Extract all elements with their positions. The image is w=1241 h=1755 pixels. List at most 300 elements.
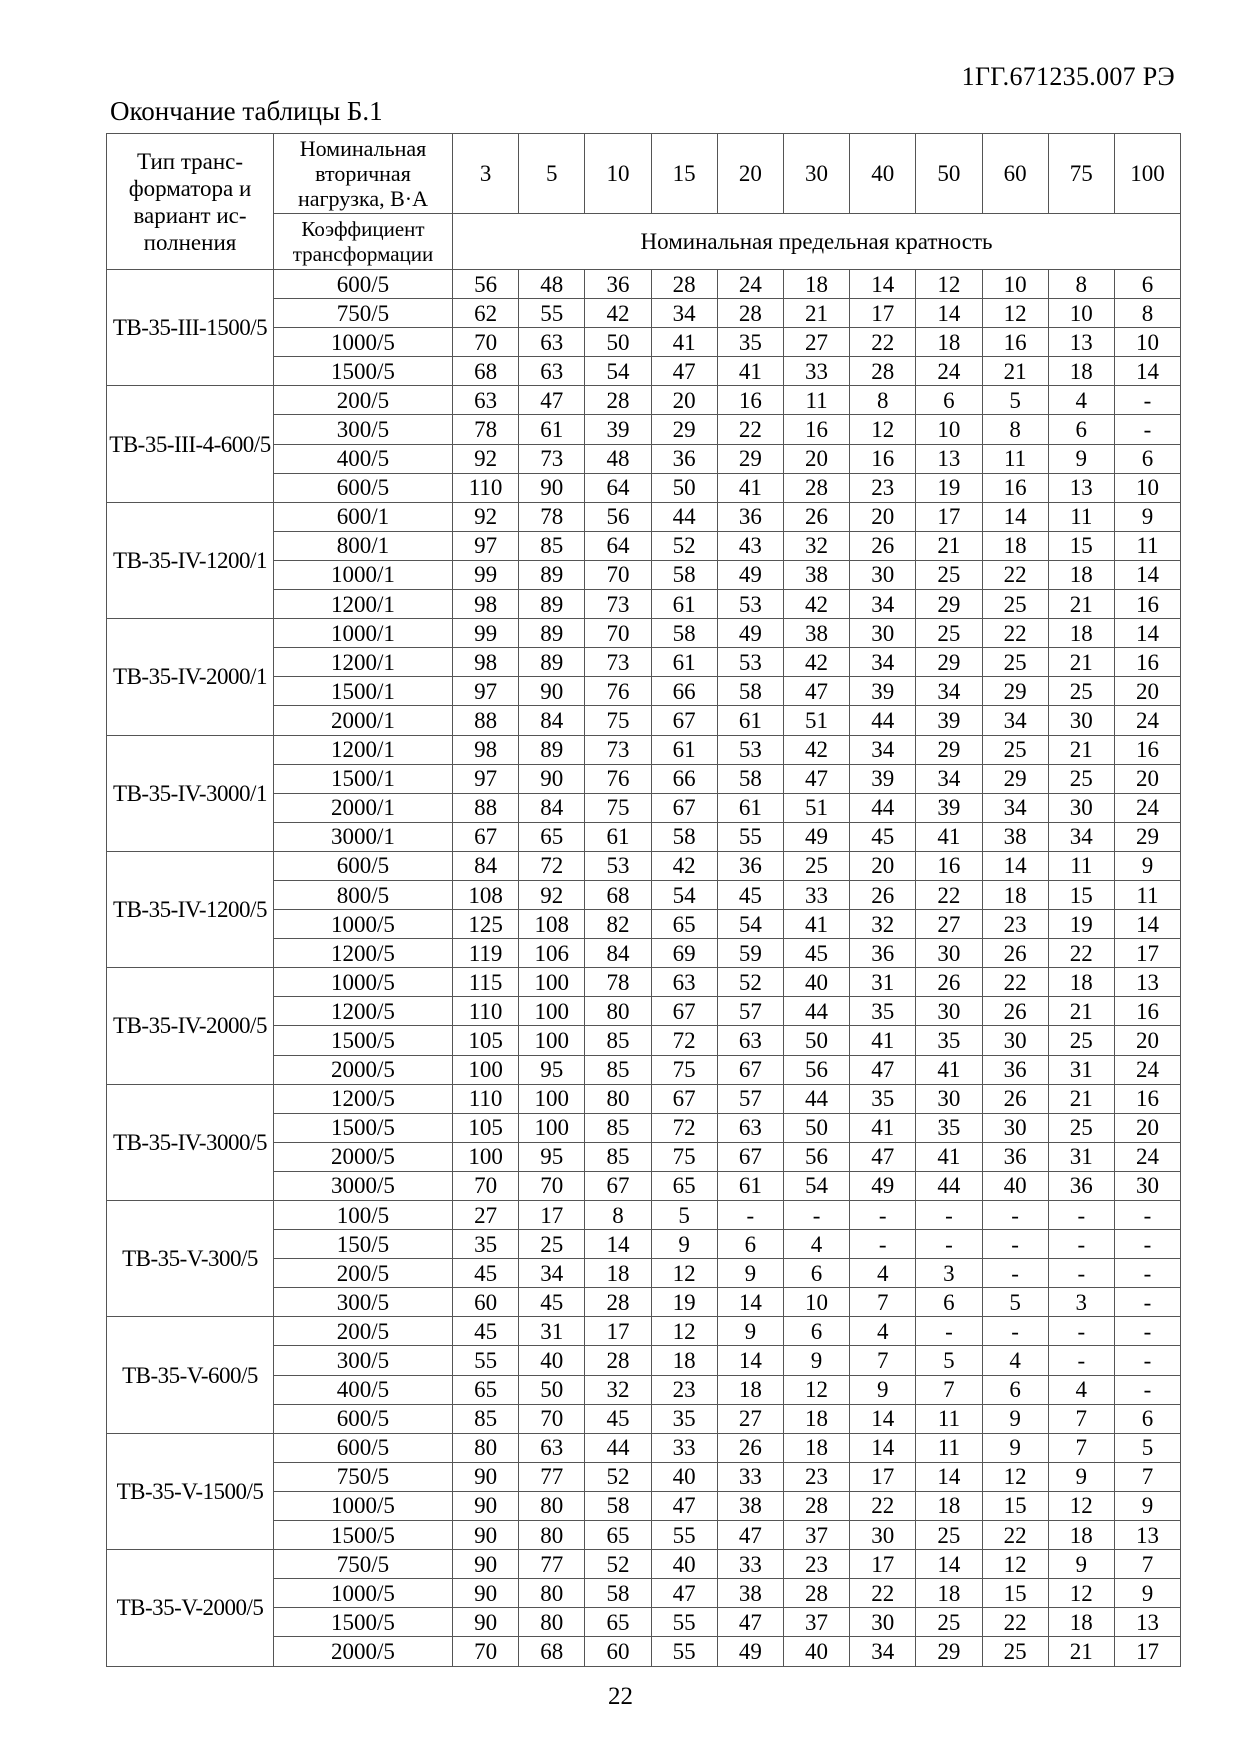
value-cell: 66 [651,764,717,793]
value-cell: - [916,1317,982,1346]
ratio-cell: 1200/5 [274,997,453,1026]
value-cell: 54 [651,880,717,909]
value-cell: 65 [585,1521,651,1550]
value-cell: - [1048,1201,1114,1230]
document-code: 1ГГ.671235.007 РЭ [961,62,1175,91]
value-cell: 26 [982,997,1048,1026]
table-row [107,1433,1181,1462]
value-cell: 54 [717,910,783,939]
value-cell: 62 [453,299,519,328]
value-cell: 25 [519,1230,585,1259]
value-cell: 17 [850,1462,916,1491]
value-cell: 84 [519,793,585,822]
value-cell: 17 [916,502,982,531]
value-cell: 25 [982,1637,1048,1666]
value-cell: 63 [519,357,585,386]
value-cell: 29 [1114,822,1180,851]
value-cell: 52 [585,1462,651,1491]
value-cell: 75 [585,706,651,735]
ratio-cell: 800/1 [274,531,453,560]
value-cell: 80 [519,1579,585,1608]
value-cell: 23 [982,910,1048,939]
value-cell: 29 [916,735,982,764]
value-cell: 41 [850,1026,916,1055]
value-cell: 12 [982,1462,1048,1491]
value-cell: 90 [453,1608,519,1637]
value-cell: 20 [1114,764,1180,793]
value-cell: 22 [982,619,1048,648]
ratio-cell: 200/5 [274,1259,453,1288]
ratio-cell: 600/1 [274,502,453,531]
value-cell: 20 [850,502,916,531]
value-cell: 60 [453,1288,519,1317]
value-cell: 22 [850,1579,916,1608]
header-secondary-load [274,134,453,214]
value-cell: 9 [1114,502,1180,531]
value-cell: 61 [717,706,783,735]
value-cell: 28 [783,473,849,502]
value-cell: 29 [651,415,717,444]
value-cell: 63 [453,386,519,415]
value-cell: 60 [585,1637,651,1666]
ratio-cell: 1500/5 [274,1608,453,1637]
value-cell: 110 [453,1084,519,1113]
table-row [107,386,1181,415]
table-row [107,1317,1181,1346]
value-cell: 55 [453,1346,519,1375]
value-cell: 20 [1114,1026,1180,1055]
value-cell: 9 [982,1404,1048,1433]
value-cell: 125 [453,910,519,939]
value-cell: 18 [982,880,1048,909]
value-cell: 77 [519,1462,585,1491]
value-cell: 17 [850,1550,916,1579]
value-cell: 34 [916,764,982,793]
value-cell: 30 [1048,793,1114,822]
value-cell: 28 [783,1491,849,1520]
ratio-cell: 150/5 [274,1230,453,1259]
value-cell: 68 [453,357,519,386]
value-cell: 47 [783,677,849,706]
value-cell: 89 [519,735,585,764]
value-cell: 17 [519,1201,585,1230]
value-cell: 25 [982,648,1048,677]
value-cell: - [916,1230,982,1259]
value-cell: 50 [783,1113,849,1142]
value-cell: 23 [783,1462,849,1491]
value-cell: 18 [916,1579,982,1608]
value-cell: 61 [717,1171,783,1200]
table-row [107,619,1181,648]
value-cell: 21 [1048,590,1114,619]
value-cell: 16 [783,415,849,444]
value-cell: 65 [651,910,717,939]
value-cell: 3 [1048,1288,1114,1317]
value-cell: 49 [850,1171,916,1200]
value-cell: 64 [585,473,651,502]
value-cell: 108 [519,910,585,939]
ratio-cell: 1500/1 [274,764,453,793]
value-cell: 18 [585,1259,651,1288]
value-cell: 67 [651,1084,717,1113]
header-type-line: форматора и [128,175,252,201]
value-cell: 39 [916,706,982,735]
value-cell: 97 [453,677,519,706]
value-cell: - [1114,1317,1180,1346]
ratio-cell: 300/5 [274,1288,453,1317]
value-cell: 11 [1048,502,1114,531]
value-cell: 26 [850,880,916,909]
value-cell: 89 [519,619,585,648]
value-cell: 36 [982,1055,1048,1084]
value-cell: 110 [453,473,519,502]
value-cell: 65 [651,1171,717,1200]
value-cell: 49 [717,1637,783,1666]
value-cell: 27 [453,1201,519,1230]
value-cell: 30 [850,1521,916,1550]
value-cell: 41 [916,822,982,851]
value-cell: 105 [453,1026,519,1055]
value-cell: 40 [783,968,849,997]
value-cell: 23 [651,1375,717,1404]
value-cell: 12 [651,1259,717,1288]
ratio-cell: 1000/5 [274,1579,453,1608]
header-type-line: вариант ис- [133,202,247,228]
value-cell: 6 [783,1317,849,1346]
value-cell: 80 [519,1608,585,1637]
value-cell: 42 [783,590,849,619]
value-cell: - [783,1201,849,1230]
value-cell: 22 [916,880,982,909]
ratio-cell: 100/5 [274,1201,453,1230]
value-cell: 12 [651,1317,717,1346]
value-cell: 12 [1048,1491,1114,1520]
value-cell: 8 [850,386,916,415]
value-cell: 10 [783,1288,849,1317]
value-cell: 9 [783,1346,849,1375]
value-cell: 25 [783,851,849,880]
value-cell: 30 [1114,1171,1180,1200]
value-cell: 12 [783,1375,849,1404]
value-cell: 13 [1114,1608,1180,1637]
value-cell: 49 [783,822,849,851]
value-cell: 100 [453,1142,519,1171]
ratio-cell: 1200/1 [274,735,453,764]
value-cell: 28 [585,386,651,415]
value-cell: 4 [850,1259,916,1288]
value-cell: 56 [585,502,651,531]
value-cell: 9 [1114,1579,1180,1608]
value-cell: 45 [850,822,916,851]
value-cell: 18 [1048,1521,1114,1550]
value-cell: 11 [1114,880,1180,909]
value-cell: 72 [651,1113,717,1142]
value-cell: 29 [982,764,1048,793]
value-cell: 13 [1114,968,1180,997]
value-cell: 8 [982,415,1048,444]
value-cell: 48 [519,270,585,299]
value-cell: 38 [717,1579,783,1608]
value-cell: 21 [1048,1637,1114,1666]
value-cell: 27 [783,328,849,357]
value-cell: 17 [585,1317,651,1346]
value-cell: 38 [783,619,849,648]
value-cell: 50 [519,1375,585,1404]
value-cell: 36 [717,502,783,531]
value-cell: 36 [717,851,783,880]
value-cell: 4 [1048,386,1114,415]
value-cell: 42 [783,735,849,764]
value-cell: 7 [1114,1462,1180,1491]
transformer-type-cell: ТВ-35-IV-2000/1 [107,619,274,735]
value-cell: - [717,1201,783,1230]
value-cell: 11 [916,1433,982,1462]
value-cell: 67 [651,706,717,735]
value-cell: 26 [982,939,1048,968]
ratio-cell: 1500/5 [274,1113,453,1142]
table-row [107,735,1181,764]
value-cell: 90 [519,473,585,502]
header-row-loads [107,134,1181,214]
value-cell: 9 [1048,1462,1114,1491]
value-cell: 77 [519,1550,585,1579]
value-cell: 12 [982,299,1048,328]
value-cell: 10 [1114,473,1180,502]
value-cell: 27 [916,910,982,939]
ratio-cell: 2000/1 [274,706,453,735]
value-cell: 63 [651,968,717,997]
value-cell: 7 [850,1346,916,1375]
value-cell: 10 [982,270,1048,299]
value-cell: 72 [519,851,585,880]
value-cell: 34 [850,590,916,619]
value-cell: 53 [585,851,651,880]
value-cell: 44 [916,1171,982,1200]
transformer-type-cell: ТВ-35-III-4-600/5 [107,386,274,502]
value-cell: 58 [651,560,717,589]
value-cell: 61 [519,415,585,444]
value-cell: 9 [850,1375,916,1404]
value-cell: 39 [916,793,982,822]
value-cell: 21 [1048,997,1114,1026]
header-load-value: 40 [850,134,916,214]
value-cell: - [1114,1288,1180,1317]
value-cell: 53 [717,735,783,764]
value-cell: 58 [651,619,717,648]
value-cell: 95 [519,1055,585,1084]
value-cell: 7 [1048,1433,1114,1462]
value-cell: 72 [651,1026,717,1055]
value-cell: 69 [651,939,717,968]
value-cell: 47 [519,386,585,415]
value-cell: 9 [1048,444,1114,473]
value-cell: 7 [1114,1550,1180,1579]
value-cell: 34 [850,735,916,764]
value-cell: 32 [783,531,849,560]
value-cell: 100 [519,997,585,1026]
value-cell: 26 [982,1084,1048,1113]
header-load-value: 5 [519,134,585,214]
value-cell: 30 [916,939,982,968]
value-cell: - [1114,1201,1180,1230]
value-cell: 28 [585,1346,651,1375]
page-number: 22 [608,1683,633,1710]
header-load-line: вторичная [315,161,411,186]
value-cell: 73 [585,590,651,619]
value-cell: 85 [585,1113,651,1142]
value-cell: 89 [519,648,585,677]
value-cell: - [1114,1346,1180,1375]
value-cell: 35 [916,1113,982,1142]
value-cell: 14 [916,1462,982,1491]
value-cell: 29 [916,648,982,677]
value-cell: 11 [783,386,849,415]
value-cell: 10 [1114,328,1180,357]
value-cell: 47 [651,357,717,386]
value-cell: 44 [850,706,916,735]
transformer-type-cell: ТВ-35-V-2000/5 [107,1550,274,1666]
value-cell: 33 [783,880,849,909]
value-cell: 47 [850,1055,916,1084]
value-cell: 18 [717,1375,783,1404]
value-cell: - [982,1317,1048,1346]
value-cell: 44 [651,502,717,531]
value-cell: 55 [651,1637,717,1666]
transformer-type-cell: ТВ-35-V-1500/5 [107,1433,274,1549]
value-cell: 61 [651,648,717,677]
value-cell: 18 [1048,357,1114,386]
value-cell: 106 [519,939,585,968]
value-cell: 15 [1048,531,1114,560]
transformer-type-cell: ТВ-35-IV-3000/5 [107,1084,274,1200]
value-cell: 5 [982,386,1048,415]
value-cell: 35 [453,1230,519,1259]
header-type-line: полнения [143,229,237,255]
value-cell: 14 [916,299,982,328]
value-cell: 22 [982,560,1048,589]
value-cell: 28 [651,270,717,299]
value-cell: 41 [717,473,783,502]
value-cell: 15 [982,1491,1048,1520]
value-cell: 59 [717,939,783,968]
value-cell: 42 [651,851,717,880]
header-load-line: нагрузка, В·А [298,186,428,211]
value-cell: 18 [916,328,982,357]
value-cell: 84 [585,939,651,968]
value-cell: 108 [453,880,519,909]
value-cell: 25 [1048,1026,1114,1055]
value-cell: 85 [453,1404,519,1433]
value-cell: 100 [519,1113,585,1142]
value-cell: 8 [1114,299,1180,328]
ratio-cell: 2000/5 [274,1142,453,1171]
value-cell: 68 [519,1637,585,1666]
value-cell: 78 [585,968,651,997]
value-cell: 16 [1114,1084,1180,1113]
value-cell: 15 [1048,880,1114,909]
value-cell: 61 [585,822,651,851]
value-cell: 34 [1048,822,1114,851]
value-cell: 11 [1114,531,1180,560]
value-cell: 41 [717,357,783,386]
value-cell: 15 [982,1579,1048,1608]
value-cell: 22 [717,415,783,444]
value-cell: 12 [916,270,982,299]
header-transformation-ratio [274,214,453,270]
value-cell: 67 [651,997,717,1026]
value-cell: 55 [651,1521,717,1550]
value-cell: 90 [453,1579,519,1608]
ratio-cell: 1000/5 [274,968,453,997]
value-cell: 55 [519,299,585,328]
value-cell: 26 [850,531,916,560]
value-cell: 47 [850,1142,916,1171]
table-row [107,968,1181,997]
value-cell: 9 [982,1433,1048,1462]
value-cell: 45 [585,1404,651,1433]
value-cell: 20 [651,386,717,415]
value-cell: 35 [850,1084,916,1113]
value-cell: 119 [453,939,519,968]
header-load-value: 30 [783,134,849,214]
value-cell: 4 [850,1317,916,1346]
value-cell: 52 [717,968,783,997]
table-title: Окончание таблицы Б.1 [110,96,383,126]
value-cell: 34 [850,648,916,677]
value-cell: 18 [783,270,849,299]
header-load-value: 60 [982,134,1048,214]
value-cell: 19 [1048,910,1114,939]
value-cell: 75 [585,793,651,822]
value-cell: - [916,1201,982,1230]
value-cell: 22 [850,328,916,357]
value-cell: 61 [651,735,717,764]
value-cell: 24 [1114,1055,1180,1084]
value-cell: 28 [783,1579,849,1608]
ratio-cell: 600/5 [274,270,453,299]
value-cell: 39 [585,415,651,444]
value-cell: 30 [916,997,982,1026]
value-cell: 55 [717,822,783,851]
header-load-value: 15 [651,134,717,214]
value-cell: 33 [651,1433,717,1462]
header-load-value: 10 [585,134,651,214]
value-cell: 95 [519,1142,585,1171]
value-cell: 75 [651,1142,717,1171]
value-cell: 19 [651,1288,717,1317]
ratio-cell: 600/5 [274,851,453,880]
value-cell: 66 [651,677,717,706]
value-cell: 40 [651,1462,717,1491]
value-cell: 54 [585,357,651,386]
value-cell: 70 [453,1171,519,1200]
value-cell: 85 [519,531,585,560]
value-cell: 16 [717,386,783,415]
table-row [107,502,1181,531]
value-cell: - [982,1201,1048,1230]
value-cell: 53 [717,648,783,677]
value-cell: 9 [651,1230,717,1259]
accuracy-limit-factor-table [106,133,1181,1667]
value-cell: 89 [519,560,585,589]
value-cell: 84 [519,706,585,735]
table-row [107,270,1181,299]
value-cell: 35 [717,328,783,357]
value-cell: - [1048,1230,1114,1259]
value-cell: 110 [453,997,519,1026]
value-cell: 56 [453,270,519,299]
value-cell: 44 [783,1084,849,1113]
